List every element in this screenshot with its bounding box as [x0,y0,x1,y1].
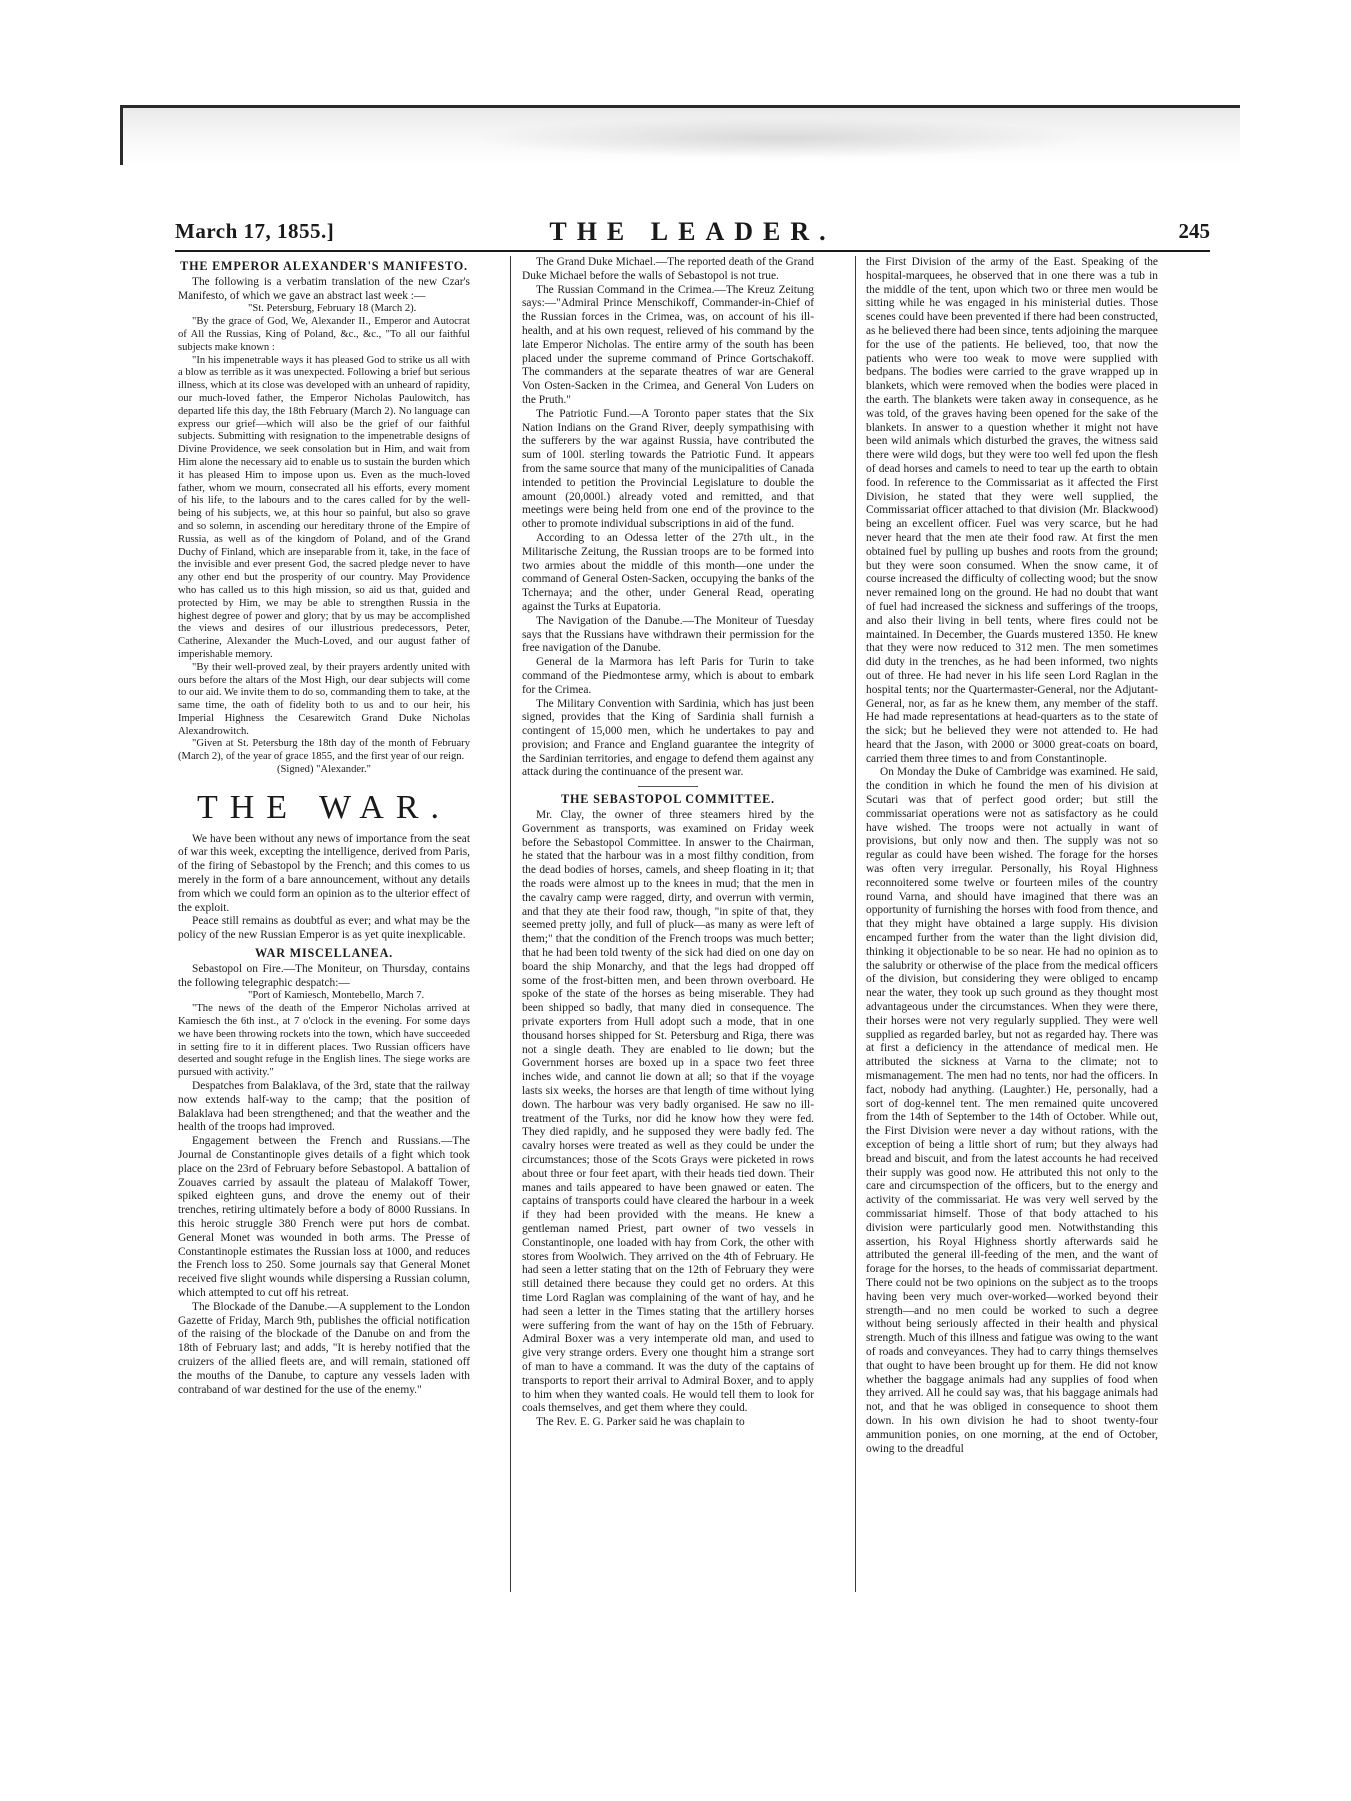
news-item: General de la Marmora has left Paris for Turin to take command of the Piedmontese army, which is about to embark for the Crimea. [522,656,814,696]
miscellanea-item: The Blockade of the Danube.—A supplement to the London Gazette of Friday, March 9th, publishes the official notification of the raising of the blockade of the Danube on and from the 18th of February last; and adds, "It is hereby notified that the cruizers of the allied fleets are, and will remain, stationed off the mouths of the Danube, to capture any vessels laden with contraband of war destined for the use of the enemy." [178,1300,470,1396]
committee-testimony: The Rev. E. G. Parker said he was chaplain to [536,1416,745,1429]
column-3 [866,256,1158,1596]
masthead-rule [175,250,1210,252]
committee-testimony: On Monday the Duke of Cambridge was examined. He said, the condition in which he found the men of his division at Scutari was that of perfect good order; but still the commissariat operations were not as satisfactory as he could have wished. The troops were not actually in want of provisions, but only now and then. The supply was not so regular as could have been wished. The forage for the horses was often very irregular. Personally, his Royal Highness reconnoitered some twelve or fourteen miles of the country round Varna, and should have imagined that there was an opportunity of furnishing the horses with food from thence, and that they might have obtained a large supply. His division encamped further from the water than the light division did, thinking it objectionable to be so near. He had no opinion as to the salubrity or otherwise of the place from the medical officers of the division, but considering they were obliged to encamp near the water, they took up such ground as they thought most advantageous under the circumstances. When they were there, their horses were not very regularly supplied. They were well supplied as regarded barley, but not as regarded hay. There was at first a deficiency in the attendance of medical men. He attributed the sickness at Varna to the climate; not to mismanagement. The men had no tents, nor had the officers. In fact, nobody had anything. (Laughter.) He, personally, had a sort of dog-kennel tent. The men remained quite uncovered from the 14th of September to the 14th of October. While out, the First Division were never a day without rations, with the exception of being a little short of rum; but they always had bread and biscuit, and from the latest accounts he had received their supply was good now. He attributed this not only to the care and circumspection of the officers, but to the energy and activity of the commissariat. He was very well served by the commissariat himself. Those of that body attached to his division were particularly good men. Notwithstanding this assertion, his Royal Highness shortly afterwards said he attributed the general ill-feeding of the men, and the want of forage for the horses, to the heads of commissariat department. There could not be two opinions on the subject as to the troops having been very much over-worked—worked beyond their strength—and no men could be worked to such a degree without being seriously affected in their health and physical strength. Much of this illness and fatigue was owing to the want of roads and conveyances. They had to carry things themselves that ought to have been brought up for them. He did not know whether the baggage animals had any supplies of food when they arrived. All he could say was, that his baggage animals had not, and that he was obliged in consequence to shoot them down. In his own division he had to shoot twenty-four ammunition ponies, on one morning, at the end of October, owing to the dreadful [866,766,1158,1455]
manifesto-paragraph: "By their well-proved zeal, by their prayers ardently united with ours before the altars of the Most High, our dear subjects will come to our aid. We invite them to do so, commanding them to take, at the same time, the oath of fidelity both to us and to our heir, his Imperial Highness the Cesarewitch Grand Duke Nicholas Alexandrowitch. [178,661,470,737]
news-item: The Grand Duke Michael.—The reported death of the Grand Duke Michael before the walls of Sebastopol is not true. [522,256,814,282]
column-divider [510,256,511,1592]
miscellanea-item: Engagement between the French and Russians.—The Journal de Constantinople gives details of a fight which took place on the 23rd of February before Sebastopol. A battalion of Zouaves carried by assault the plateau of Malakoff Tower, spiked eighteen guns, and drove the enemy out of their trenches, retiring ultimately before a body of 8000 Russians. In this heroic struggle 380 French were put hors de combat. General Monet was wounded in both arms. The Presse of Constantinople estimates the Russian loss at 1000, and reduces the French loss to 250. Some journals say that General Monet received five slight wounds while dispersing a Russian column, which attempted to cut off his retreat. [178,1135,470,1299]
war-paragraph: Peace still remains as doubtful as ever; and what may be the policy of the new Russian Emperor is as yet quite inexplicable. [178,915,470,942]
miscellanea-item: Despatches from Balaklava, of the 3rd, state that the railway now extends half-way to the camp; that the position of Balaklava had been strengthened; and that the weather and the health of the troops had improved. [178,1080,470,1134]
masthead [175,217,1210,247]
news-item: The Patriotic Fund.—A Toronto paper states that the Six Nation Indians on the Grand River, deeply sympathising with the sufferers by the war against Russia, have contributed the sum of 100l. sterling towards the Patriotic Fund. It appears from the same source that many of the municipalities of Canada intended to petition the Provincial Legislature to double the amount (20,000l.) already voted and remitted, and that meetings were being held from one end of the province to the other to promote individual subscriptions in aid of the fund. [522,407,814,531]
scan-smudge [470,118,1090,158]
news-item: The Military Convention with Sardinia, which has just been signed, provides that the King of Sardinia shall furnish a contingent of 15,000 men, which he undertakes to pay and provision; and France and England guarantee the integrity of the Sardinian territories, and engage to defend them against any attack during the continuance of the present war. [522,697,814,779]
manifesto-paragraph: "In his impenetrable ways it has pleased God to strike us all with a blow as terrible as it was unexpected. Following a brief but serious illness, which at its close was developed with an unheard of rapidity, our much-loved father, the Emperor Nicholas Paulowitch, has departed life this day, the 18th February (March 2). No language can express our grief—which will also be the grief of our faithful subjects. Submitting with resignation to the impenetrable designs of Divine Providence, we seek consolation but in Him, and wait from Him alone the necessary aid to enable us to sustain the burden which it has pleased Him to impose upon us. Even as the much-loved father, whom we mourn, consecrated all his efforts, every moment of his life, to the labours and to the cares called for by the well-being of his subjects, we, at this hour so painful, but also so grave and so solemn, in ascending our hereditary throne of the Empire of Russia, as well as of the kingdom of Poland, and of the Grand Duchy of Finland, which are inseparable from it, take, in the face of the invisible and ever present God, the sacred pledge never to have any other end but the prosperity of our country. May Providence who has called us to this high mission, so aid us that, guided and protected by Him, we may be able to strengthen Russia in the highest degree of power and glory; that by us may be accomplished the views and desires of our illustrious predecessors, Peter, Catherine, Alexander the Much-Loved, and our august father of imperishable memory. [178,354,470,660]
column-1 [178,256,470,1596]
column-2 [522,256,814,1596]
miscellanea-item: Sebastopol on Fire.—The Moniteur, on Thursday, contains the following telegraphic despatch:— [178,962,470,989]
committee-testimony: the First Division of the army of the East. Speaking of the hospital-marquees, he observed that in one there was a tub in the middle of the tent, upon which two or three men would be sitting while he was engaged in his ministerial duties. Those scenes could have been prevented if there had been constructed, as he believed there had been since, tents adjoining the marquee for the use of the patients. He believed, too, that now the patients who were too weak to move were supplied with bedpans. The bodies were carried to the grave wrapped up in blankets, which were removed when the bodies were placed in the earth. The blankets were taken away in consequence, as he was told, of the graves having been opened for the sake of the blankets. In answer to a question whether it might not have been wild animals which disturbed the graves, the witness said there were wild dogs, but they were too well fed upon the flesh of dead horses and camels to need to tear up the earth to obtain food. In reference to the Commissariat as it affected the First Division, he stated that they were well supplied, the Commissariat officer attached to that division (Mr. Blackwood) being an excellent officer. Fuel was very scarce, but he had never heard that the men ate their food raw. At first the men obtained fuel by pulling up bushes and roots from the ground; but they were soon consumed. When the snow came, it of course increased the difficulty of collecting wood; but the snow never remained long on the ground. He had no doubt that want of fuel had increased the sickness and sufferings of the troops, and also their living in bell tents, where fires could not be maintained. In December, the Guards mustered 1350. He knew that they were now reduced to 312 men. The men sometimes did duty in the trenches, as he had been informed, two nights out of three. He had never in his life seen Lord Raglan in the hospital tents; nor the Quartermaster-General, nor the Adjutant-General, nor, as far as he knew them, any member of the staff. He had made representations at head-quarters as to the state of the sick; but he believed they were not attended to. He had heard that the Jason, with 2000 or 3000 great-coats on board, carried them three times to and from Constantinople. [866,256,1158,765]
manifesto-dateline: "St. Petersburg, February 18 (March 2). [248,303,417,315]
committee-testimony: Mr. Clay, the owner of three steamers hired by the Government as transports, was examined on Friday week before the Sebastopol Committee. In answer to the Chairman, he stated that the harbour was in a most filthy condition, from the dead bodies of horses, camels, and sheep floating in it; that the roads were almost up to the knees in mud; that the men in the cavalry camp were ragged, dirty, and overrun with vermin, and that they ate their food raw, though, "in spite of that, they seemed pretty jolly, and full of pluck—as many as were left of them;" that the condition of the French troops was much better; that he had been told twenty of the sick had died on one day on board the ship Monarchy, and that the legs had dropped off some of the frost-bitten men, and been thrown overboard. He spoke of the state of the horses as being miserable. They had been shipped so badly, that many died in consequence. The private exporters from Hull adopt such a mode, that in one thousand horses shipped for St. Petersburg and Riga, there was not a single death. They are enabled to lie down; but the Government horses are boxed up in a space two feet three inches wide, and cannot lie down at all; so that if the voyage lasts six weeks, the horses are that length of time without lying down. The harbour was very badly organised. He saw no ill-treatment of the Turks, nor did he know how they were fed. They died rapidly, and he supposed they were badly fed. The cavalry horses were treated as well as they could be under the circumstances; those of the Scots Grays were picketed in rows about three or four feet apart, with their heads tied down. Their manes and tails appeared to have been gnawed or eaten. The captains of transports could have cleared the harbour in a week if they had been provided with the means. He knew a gentleman named Priest, part owner of two vessels in Constantinople, one loaded with hay from Cork, the other with stores from Woolwich. They arrived on the 4th of February. He had seen a letter stating that on the 12th of February they were still detained there because they could get no orders. At this time Lord Raglan was complaining of the want of hay, and he had seen a letter in the Times stating that the artillery horses were suffering from the want of hay on the 15th of February. Admiral Boxer was a very intemperate old man, and used to give very strange orders. Every one thought him a strange sort of man to have a command. It was the duty of the captains of transports to report their arrival to Admiral Boxer, and to apply to him when they wanted coals. He would tell them to look for coals themselves, and get them where they could. [522,809,814,1415]
manifesto-paragraph: "By the grace of God, We, Alexander II., Emperor and Autocrat of All the Russias, King of Poland, &c., &c., "To all our faithful subjects make known : [178,316,470,353]
miscellanea-heading: WAR MISCELLANEA. [254,946,394,961]
news-item: The Navigation of the Danube.—The Moniteur of Tuesday says that the Russians have withdrawn their permission for the free navigation of the Danube. [522,614,814,655]
news-item: The Russian Command in the Crimea.—The Kreuz Zeitung says:—"Admiral Prince Menschikoff, Commander-in-Chief of the Russian forces in the Crimea, was, on account of his ill-health, and at his own request, relieved of his command by the late Emperor Nicholas. The entire army of the south has been placed under the supreme command of Prince Gortschakoff. The commanders at the separate theatres of war are General Von Osten-Sacken in the Crimea, and General Von Luders on the Pruth." [522,283,814,406]
despatch-dateline: "Port of Kamiesch, Montebello, March 7. [248,990,425,1002]
column-divider [855,256,856,1592]
manifesto-signature: (Signed) "Alexander." [277,764,371,776]
despatch-quote: "The news of the death of the Emperor Nicholas arrived at Kamiesch the 6th inst., at 7 o'clock in the evening. For some days we have been throwing rockets into the town, which have succeeded in setting fire to it in different places. Two Russian officers have deserted and sought refuge in the English lines. The siege works are pursued with activity." [178,1003,470,1079]
war-section-title: THE WAR. [196,788,452,826]
committee-heading: THE SEBASTOPOL COMMITTEE. [561,792,775,807]
news-item: According to an Odessa letter of the 27th ult., in the Militarische Zeitung, the Russian troops are to be formed into two armies about the middle of this month—one under the command of General Osten-Sacken, occupying the banks of the Tchernaya; and the other, under General Read, operating against the Turks at Eupatoria. [522,531,814,613]
manifesto-paragraph: "Given at St. Petersburg the 18th day of the month of February (March 2), of the year of grace 1855, and the first year of our reign. [178,738,470,763]
manifesto-intro: The following is a verbatim translation of the new Czar's Manifesto, of which we gave an abstract last week :— [178,275,470,302]
manifesto-heading: THE EMPEROR ALEXANDER'S MANIFESTO. [180,259,468,273]
page-number: 245 [1178,219,1210,243]
section-divider [638,786,698,787]
issue-date: March 17, 1855.] [175,219,335,243]
newspaper-title: THE LEADER. [549,217,836,246]
war-paragraph: We have been without any news of importance from the seat of war this week, excepting the intelligence, derived from Paris, of the firing of Sebastopol by the French; and this comes to us merely in the form of a bare announcement, without any details from which we could form an opinion as to the ulterior effect of the exploit. [178,832,470,914]
